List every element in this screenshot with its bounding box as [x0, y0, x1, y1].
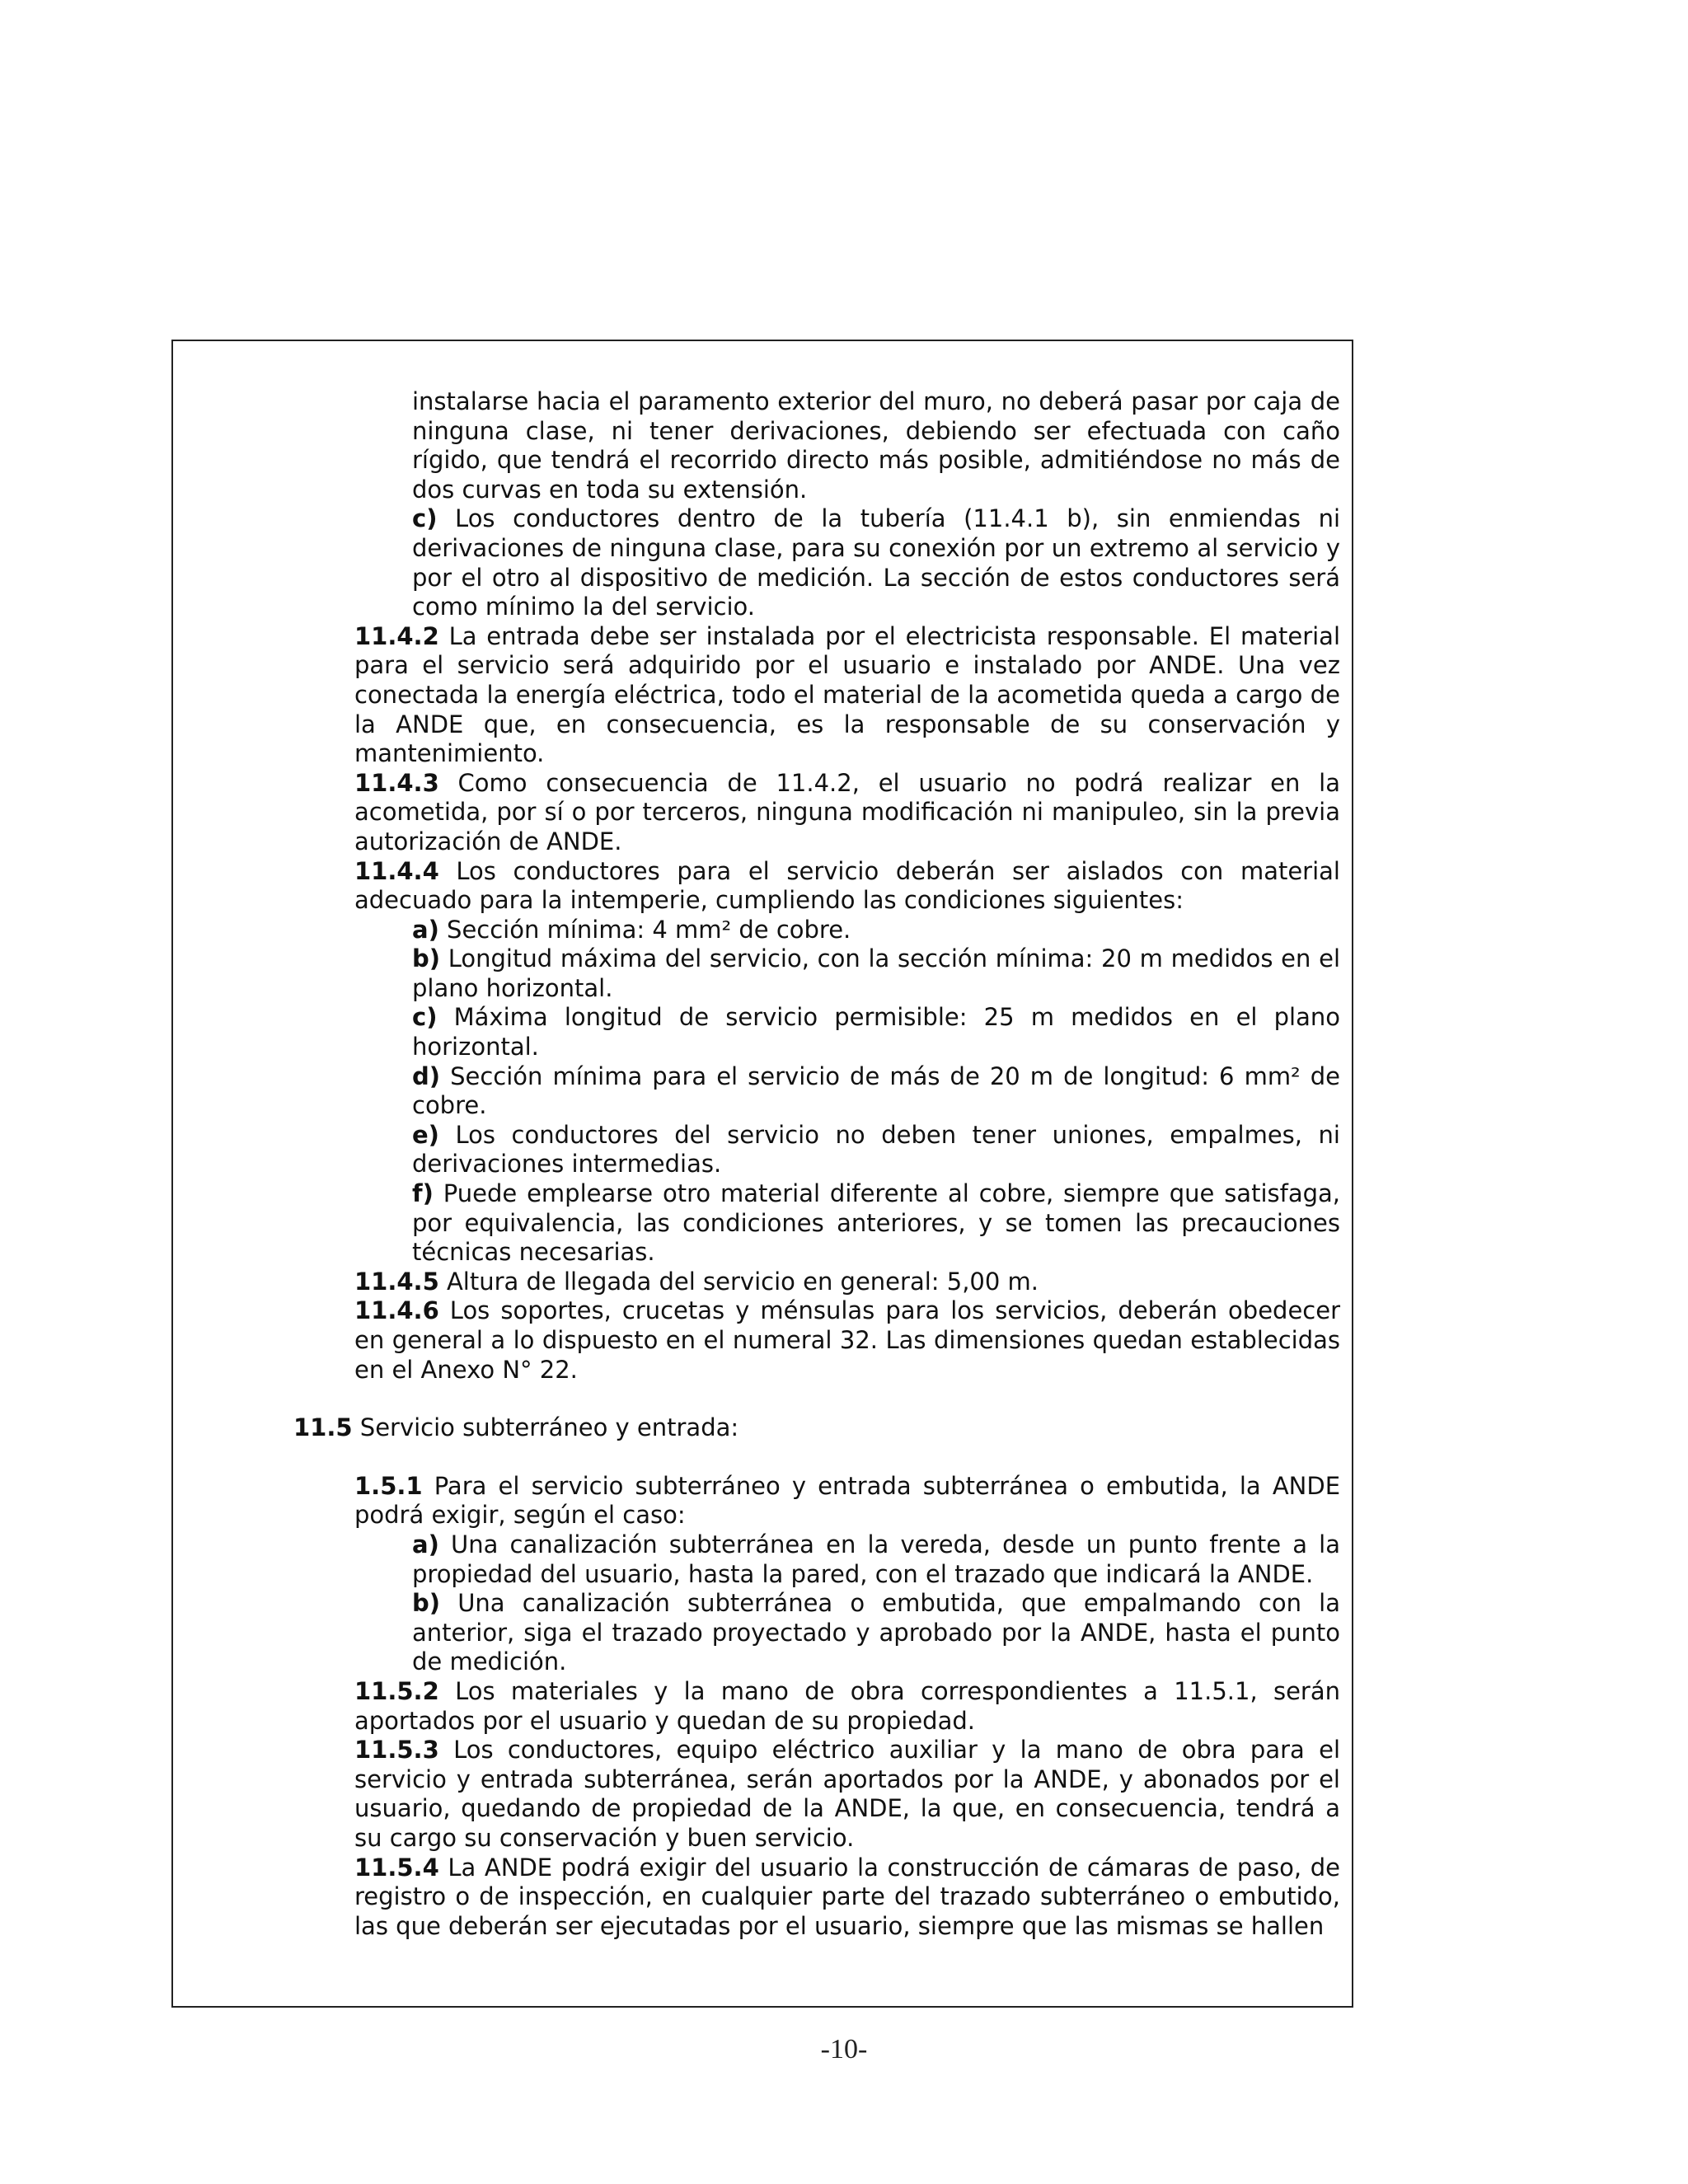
item-label: b)	[412, 1589, 441, 1618]
item-label: c)	[412, 1003, 438, 1032]
section-number: 11.5	[293, 1413, 353, 1442]
section-heading-11-5	[173, 1413, 1352, 1443]
clause-1-5-1	[173, 1472, 1352, 1530]
page-number: -10-	[820, 2034, 868, 2064]
clause-11-4-3	[173, 769, 1352, 857]
item-e-uniones	[173, 1121, 1352, 1179]
item-c-longitud-permisible	[173, 1003, 1352, 1062]
item-label: e)	[412, 1120, 439, 1149]
item-text: Los conductores del servicio no deben tener uniones, empalmes, ni derivaciones intermedias.	[412, 1120, 1340, 1179]
document-body	[173, 387, 1352, 1941]
clause-text: Como consecuencia de 11.4.2, el usuario no podrá realizar en la acometida, por sí o por terceros, ninguna modificación ni manipuleo, sin la previa autorización de ANDE.	[354, 768, 1341, 855]
clause-text: Los conductores, equipo eléctrico auxiliar y la mano de obra para el servicio y entrada subterránea, serán aportados por la ANDE, y abonados por el usuario, quedando de propiedad de la ANDE, la que, en consecuencia, tendrá a su cargo su conservación y buen servicio.	[354, 1736, 1340, 1852]
item-text: Los conductores dentro de la tubería (11.4.1 b), sin enmiendas ni derivaciones de ninguna clase, para su conexión por un extremo al servicio y por el otro al dispositivo de medición. La sección de estos conductores será como mínimo la del servicio.	[412, 504, 1340, 621]
item-text: Una canalización subterránea en la vereda, desde un punto frente a la propiedad del usuario, hasta la pared, con el trazado que indicará la ANDE.	[412, 1530, 1341, 1588]
clause-11-5-2	[173, 1677, 1352, 1736]
item-text: Sección mínima para el servicio de más de 20 m de longitud: 6 mm² de cobre.	[412, 1062, 1340, 1120]
item-b-canalizacion-embutida	[173, 1589, 1352, 1677]
item-label: d)	[412, 1062, 441, 1090]
clause-number: 11.4.5	[354, 1267, 439, 1296]
paragraph-text: instalarse hacia el paramento exterior del muro, no deberá pasar por caja de ninguna clase, ni tener derivaciones, debiendo ser efectuada con caño rígido, que tendrá el recorrido directo más posible, admitiéndose no más de dos curvas en toda su extensión.	[412, 387, 1340, 504]
clause-number: 1.5.1	[354, 1471, 423, 1500]
item-d-seccion-servicio	[173, 1062, 1352, 1121]
item-label: b)	[412, 944, 441, 973]
item-text: Longitud máxima del servicio, con la sección mínima: 20 m medidos en el plano horizontal.	[412, 944, 1341, 1002]
item-label: f)	[412, 1179, 434, 1208]
item-text: Máxima longitud de servicio permisible: 25 m medidos en el plano horizontal.	[412, 1003, 1341, 1062]
clause-text: La entrada debe ser instalada por el electricista responsable. El material para el servicio será adquirido por el usuario e instalado por ANDE. Una vez conectada la energía eléctrica, todo el material de la acometida queda a cargo de la ANDE que, en consecuencia, es la responsable de su conservación y mantenimiento.	[354, 621, 1340, 768]
clause-text: La ANDE podrá exigir del usuario la construcción de cámaras de paso, de registro o de inspección, en cualquier parte del trazado subterráneo o embutido, las que deberán ser ejecutadas por el usuario, siempre que las mismas se hallen	[354, 1853, 1340, 1940]
item-label: a)	[412, 1530, 439, 1558]
item-a-seccion-minima	[173, 916, 1352, 945]
clause-number: 11.4.3	[354, 768, 439, 797]
item-a-canalizacion-vereda	[173, 1530, 1352, 1589]
clause-number: 11.4.2	[354, 621, 439, 650]
clause-number: 11.4.4	[354, 856, 439, 885]
clause-number: 11.5.3	[354, 1736, 439, 1765]
clause-11-4-4	[173, 857, 1352, 916]
section-title: Servicio subterráneo y entrada:	[359, 1413, 739, 1442]
item-c-conductores-tuberia	[173, 504, 1352, 621]
clause-number: 11.5.2	[354, 1676, 439, 1705]
item-b-longitud-maxima	[173, 944, 1352, 1003]
item-text: Sección mínima: 4 mm² de cobre.	[447, 915, 851, 944]
clause-number: 11.5.4	[354, 1853, 439, 1882]
clause-11-4-6	[173, 1296, 1352, 1385]
item-label: c)	[412, 504, 438, 533]
item-f-otro-material	[173, 1179, 1352, 1268]
clause-text: Los materiales y la mano de obra correspondientes a 11.5.1, serán aportados por el usuario y quedan de su propiedad.	[354, 1676, 1341, 1735]
clause-text: Los conductores para el servicio deberán ser aislados con material adecuado para la intemperie, cumpliendo las condiciones siguientes:	[354, 856, 1340, 915]
item-text: Puede emplearse otro material diferente al cobre, siempre que satisfaga, por equivalencia, las condiciones anteriores, y se tomen las precauciones técnicas necesarias.	[412, 1179, 1340, 1267]
clause-11-4-2	[173, 622, 1352, 769]
clause-11-4-5	[173, 1268, 1352, 1297]
clause-11-5-3	[173, 1736, 1352, 1853]
clause-number: 11.4.6	[354, 1296, 439, 1325]
page-frame	[171, 340, 1353, 2008]
clause-text: Altura de llegada del servicio en general: 5,00 m.	[446, 1267, 1039, 1296]
clause-text: Para el servicio subterráneo y entrada subterránea o embutida, la ANDE podrá exigir, según el caso:	[354, 1471, 1341, 1530]
paragraph-continuation	[173, 387, 1352, 504]
clause-text: Los soportes, crucetas y ménsulas para los servicios, deberán obedecer en general a lo dispuesto en el numeral 32. Las dimensiones quedan establecidas en el Anexo N° 22.	[354, 1296, 1340, 1384]
item-label: a)	[412, 915, 439, 944]
item-text: Una canalización subterránea o embutida, que empalmando con la anterior, siga el trazado proyectado y aprobado por la ANDE, hasta el punto de medición.	[412, 1589, 1341, 1676]
clause-11-5-4	[173, 1854, 1352, 1942]
